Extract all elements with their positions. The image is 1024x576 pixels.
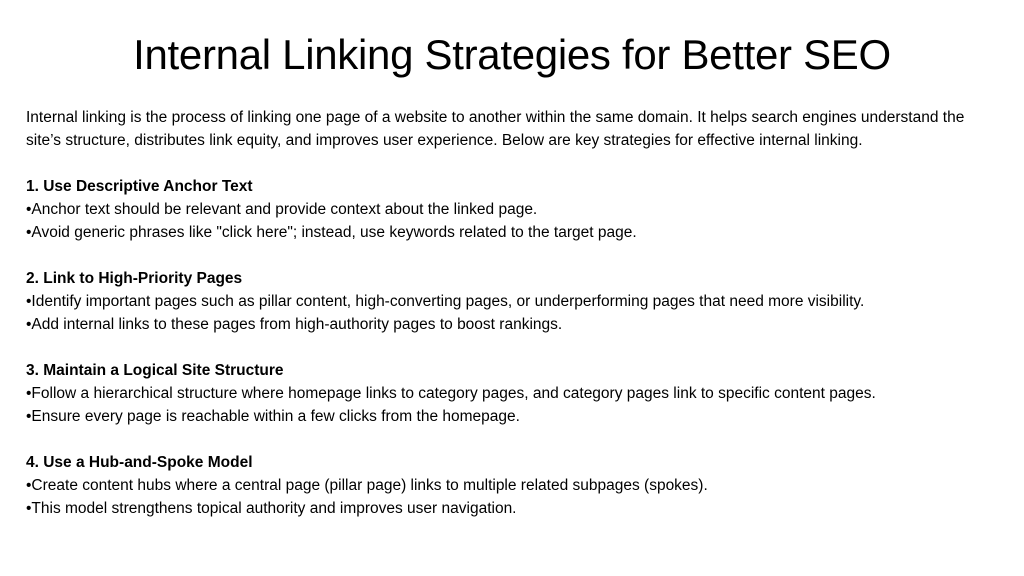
section-heading: 3. Maintain a Logical Site Structure xyxy=(26,362,284,379)
section-high-priority-pages xyxy=(26,267,1001,336)
spacer xyxy=(26,152,1001,175)
section-logical-site-structure xyxy=(26,359,1001,428)
bullet-item: •Avoid generic phrases like "click here"; instead, use keywords related to the target page. xyxy=(26,224,637,241)
bullet-item: •Add internal links to these pages from high-authority pages to boost rankings. xyxy=(26,316,563,333)
intro-paragraph: Internal linking is the process of linking one page of a website to another within the same domain. It helps search engines understand the site’s structure, distributes link equity, and improves user experience. Below are key strategies for effective internal linking. xyxy=(26,109,965,149)
bullet-item: •Create content hubs where a central page (pillar page) links to multiple related subpages (spokes). xyxy=(26,477,708,494)
section-descriptive-anchor-text xyxy=(26,175,1001,244)
bullet-item: •Anchor text should be relevant and provide context about the linked page. xyxy=(26,201,538,218)
bullet-item: •Identify important pages such as pillar content, high-converting pages, or underperforming pages that need more visibility. xyxy=(26,293,865,310)
spacer xyxy=(26,428,1001,451)
spacer xyxy=(26,244,1001,267)
slide-title: Internal Linking Strategies for Better SEO xyxy=(133,31,891,78)
section-heading: 1. Use Descriptive Anchor Text xyxy=(26,178,253,195)
section-hub-and-spoke-model xyxy=(26,451,1001,520)
bullet-item: •Ensure every page is reachable within a few clicks from the homepage. xyxy=(26,408,520,425)
spacer xyxy=(26,336,1001,359)
bullet-item: •Follow a hierarchical structure where homepage links to category pages, and category pages link to specific content pages. xyxy=(26,385,876,402)
section-heading: 2. Link to High-Priority Pages xyxy=(26,270,243,287)
slide-body xyxy=(26,106,1001,520)
section-heading: 4. Use a Hub-and-Spoke Model xyxy=(26,454,253,471)
bullet-item: •This model strengthens topical authority and improves user navigation. xyxy=(26,500,517,517)
